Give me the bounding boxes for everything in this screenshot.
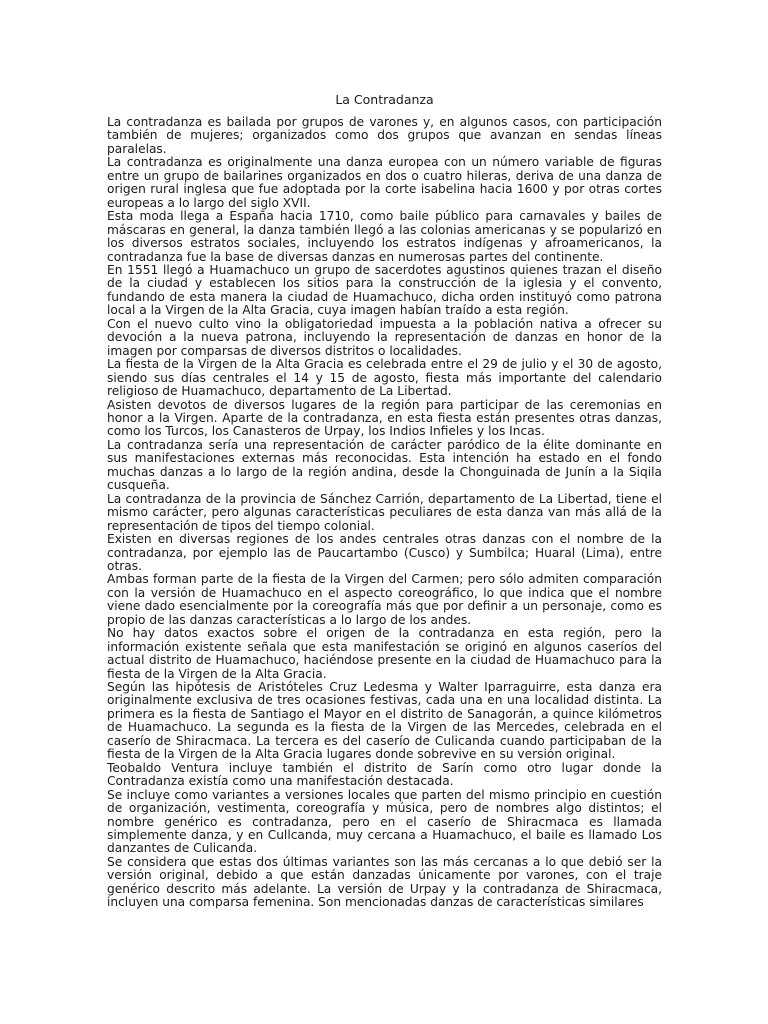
paragraph: Con el nuevo culto vino la obligatoriedad impuesta a la población nativa a ofrecer su devoción a la nueva patrona, incluyendo la representación de danzas en honor de la imagen por comparsas de diversos distritos o localidades. [107, 316, 662, 358]
paragraph: La contradanza sería una representación de carácter paródico de la élite dominante en sus manifestaciones externas más reconocidas. Esta intención ha estado en el fondo muchas danzas a lo largo de la región andina, desde la Chonguinada de Junín a la Siqila cusqueña. [107, 437, 662, 493]
paragraph: Asisten devotos de diversos lugares de la región para participar de las ceremonias en honor a la Virgen. Aparte de la contradanza, en esta fiesta están presentes otras danzas, como los Turcos, los Canasteros de Urpay, los Indios Infieles y los Incas. [107, 397, 662, 439]
document-body [107, 116, 662, 910]
paragraph: Esta moda llega a España hacia 1710, como baile público para carnavales y bailes de máscaras en general, la danza también llegó a las colonias americanas y se popularizó en los diversos estratos sociales, incluyendo los estratos indígenas y afroamericanos, la contradanza fue la base de diversas danzas en numerosas partes del continente. [107, 209, 662, 264]
paragraph: Ambas forman parte de la fiesta de la Virgen del Carmen; pero sólo admiten comparación con la versión de Huamachuco en el aspecto coreográfico, lo que indica que el nombre viene dado esencialmente por la coreografía más que por definir a un personaje, como es propio de las danzas características a lo largo de los andes. [107, 572, 662, 627]
paragraph: La contradanza es bailada por grupos de varones y, en algunos casos, con participación también de mujeres; organizados como dos grupos que avanzan en sendas líneas paralelas. [107, 115, 662, 156]
paragraph: No hay datos exactos sobre el origen de la contradanza en esta región, pero la información existente señala que esta manifestación se originó en algunos caseríos del actual distrito de Huamachuco, haciéndose presente en la ciudad de Huamachuco para la fiesta de la Virgen de la Alta Gracia. [107, 626, 662, 681]
paragraph: Existen en diversas regiones de los andes centrales otras danzas con el nombre de la contradanza, por ejemplo las de Paucartambo (Cusco) y Sumbilca; Huaral (Lima), entre otras. [107, 532, 662, 573]
paragraph: Según las hipótesis de Aristóteles Cruz Ledesma y Walter Iparraguirre, esta danza era originalmente exclusiva de tres ocasiones festivas, cada una en una localidad distinta. La primera es la fiesta de Santiago el Mayor en el distrito de Sanagorán, a quince kilómetros de Huamachuco. La segunda es la fiesta de la Virgen de las Mercedes, celebrada en el caserío de Shiracmaca. La tercera es del caserío de Culicanda cuando participaban de la fiesta de la Virgen de la Alta Gracia lugares donde sobrevive en su versión original. [107, 680, 662, 762]
document-page [107, 92, 662, 910]
paragraph: En 1551 llegó a Huamachuco un grupo de sacerdotes agustinos quienes trazan el diseño de la ciudad y establecen los sitios para la construcción de la iglesia y el convento, fundando de esta manera la ciudad de Huamachuco, dicha orden instituyó como patrona local a la Virgen de la Alta Gracia, cuya imagen habían traído a esta región. [107, 262, 662, 318]
paragraph: La contradanza de la provincia de Sánchez Carrión, departamento de La Libertad, tiene el mismo carácter, pero algunas características peculiares de esta danza van más allá de la representación de tipos del tiempo colonial. [107, 491, 662, 533]
paragraph: La contradanza es originalmente una danza europea con un número variable de figuras entre un grupo de bailarines organizados en dos o cuatro hileras, deriva de una danza de origen rural inglesa que fue adoptada por la corte isabelina hacia 1600 y por otras cortes europeas a lo largo del siglo XVII. [107, 155, 662, 210]
paragraph: Se incluye como variantes a versiones locales que parten del mismo principio en cuestión de organización, vestimenta, coreografía y música, pero de nombres algo distintos; el nombre genérico es contradanza, pero en el caserío de Shiracmaca es llamada simplemente danza, y en Cullcanda, muy cercana a Huamachuco, el baile es llamado Los danzantes de Culicanda. [107, 787, 662, 856]
paragraph: Teobaldo Ventura incluye también el distrito de Sarín como otro lugar donde la Contradanza existía como una manifestación destacada. [107, 760, 662, 789]
paragraph: La fiesta de la Virgen de la Alta Gracia es celebrada entre el 29 de julio y el 30 de agosto, siendo sus días centrales el 14 y 15 de agosto, fiesta más importante del calendario religioso de Huamachuco, departamento de La Libertad. [107, 357, 662, 399]
paragraph: Se considera que estas dos últimas variantes son las más cercanas a lo que debió ser la versión original, debido a que están danzadas únicamente por varones, con el traje genérico descrito más adelante. La versión de Urpay y la contradanza de Shiracmaca, incluyen una comparsa femenina. Son mencionadas danzas de características similares [107, 854, 662, 910]
document-title: La Contradanza [335, 92, 434, 107]
